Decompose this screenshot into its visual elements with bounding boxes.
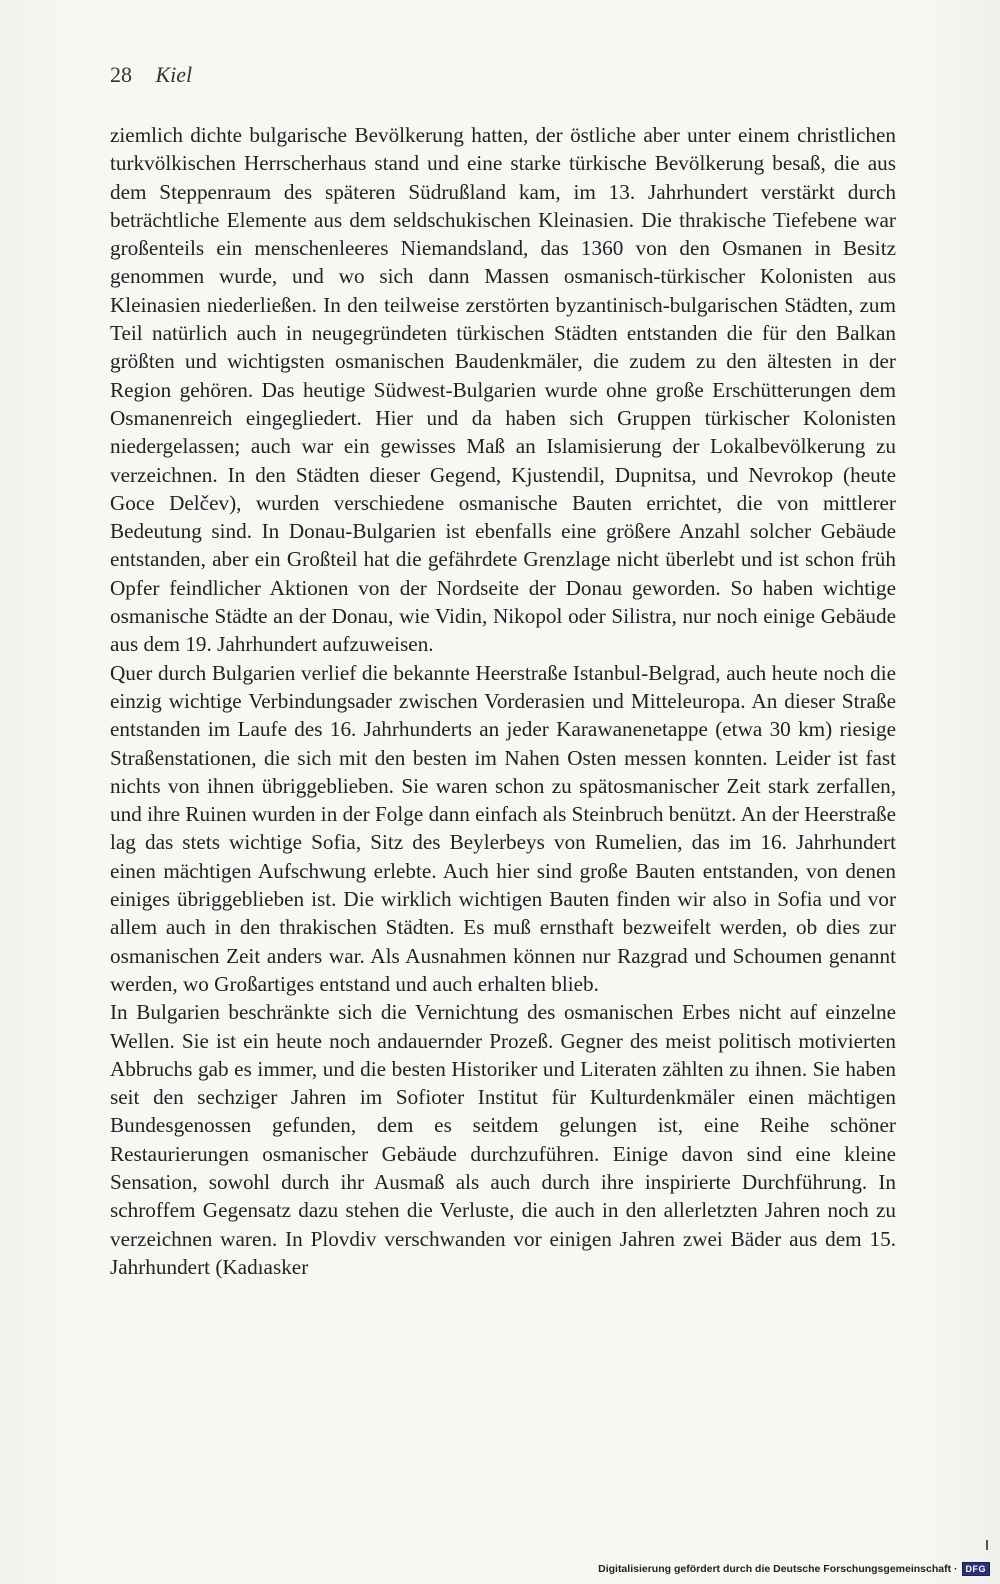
paragraph-2: Quer durch Bulgarien verlief die bekannte Heerstraße Istanbul-Belgrad, auch heute noch die einzig wichtige Verbindungsader zwischen Vorderasien und Mitteleuropa. An dieser Straße entstanden im Laufe des 16. Jahrhunderts an jeder Karawanenetappe (etwa 30 km) riesige Straßenstationen, die sich mit den besten im Nahen Osten messen konnten. Leider ist fast nichts von ihnen übriggeblieben. Sie waren schon zu spätosmanischer Zeit stark zerfallen, und ihre Ruinen wurden in der Folge dann einfach als Steinbruch benützt. An der Heerstraße lag das stets wichtige Sofia, Sitz des Beylerbeys von Rumelien, das im 16. Jahrhundert einen mächtigen Aufschwung erlebte. Auch hier sind große Bauten entstanden, von denen einiges übriggeblieben ist. Die wirklich wichtigen Bauten finden wir also in Sofia und vor allem auch in den thrakischen Städten. Es muß ernsthaft bezweifelt werden, ob dies zur osmanischen Zeit anders war. Als Ausnahmen können nur Razgrad und Schoumen genannt werden, wo Großartiges entstand und auch erhalten blieb. xyxy=(110,660,896,996)
paragraph-1: ziemlich dichte bulgarische Bevölkerung hatten, der östliche aber unter einem christlichen turkvölkischen Herrscherhaus stand und eine starke türkische Bevölkerung besaß, die aus dem Steppenraum des späteren Südrußland kam, im 13. Jahrhundert verstärkt durch beträchtliche Elemente aus dem seldschukischen Kleinasien. Die thrakische Tiefebene war großenteils ein menschenleeres Niemandsland, das 1360 von den Osmanen in Besitz genommen wurde, und wo sich dann Massen osmanisch-türkischer Kolonisten aus Kleinasien niederließen. In den teilweise zerstörten byzantinisch-bulgarischen Städten, zum Teil natürlich auch in neugegründeten türkischen Städten entstanden die für den Balkan größten und wichtigsten osmanischen Baudenkmäler, die zudem zu den ältesten in der Region gehören. Das heutige Südwest-Bulgarien wurde ohne große Erschütterungen dem Osmanenreich eingegliedert. Hier und da haben sich Gruppen türkischer Kolonisten niedergelassen; auch war ein gewisses Maß an Islamisierung der Lokalbevölkerung zu verzeichnen. In den Städten dieser Gegend, Kjustendil, Dupnitsa, und Nevrokop (heute Goce Delčev), wurden verschiedene osmanische Bauten errichtet, die von mittlerer Bedeutung sind. In Donau-Bulgarien ist ebenfalls eine größere Anzahl solcher Gebäude entstanden, aber ein Großteil hat die gefährdete Grenzlage nicht überlebt und ist schon früh Opfer feindlicher Aktionen von der Nordseite der Donau geworden. So haben wichtige osmanische Städte an der Donau, wie Vidin, Nikopol oder Silistra, nur noch einige Gebäude aus dem 19. Jahrhundert aufzuweisen. xyxy=(110,123,896,657)
running-title: Kiel xyxy=(155,62,193,87)
footer-credit: Digitalisierung gefördert durch die Deutsche Forschungsgemeinschaft · xyxy=(598,1563,958,1575)
body-text xyxy=(110,121,896,1281)
digitization-footer xyxy=(598,1562,990,1576)
page-number: 28 xyxy=(110,62,132,87)
dfg-logo: DFG xyxy=(962,1562,991,1576)
scan-edge-mark xyxy=(986,1540,988,1550)
paragraph-3: In Bulgarien beschränkte sich die Vernichtung des osmanischen Erbes nicht auf einzelne Wellen. Sie ist ein heute noch andauernder Prozeß. Gegner des meist politisch motivierten Abbruchs gab es immer, und die besten Historiker und Literaten zählten zu ihnen. Sie haben seit den sechziger Jahren im Sofioter Institut für Kulturdenkmäler einen mächtigen Bundesgenossen gefunden, dem es seitdem gelungen ist, eine Reihe schöner Restaurierungen osmanischer Gebäude durchzuführen. Einige davon sind eine kleine Sensation, sowohl durch ihr Ausmaß als auch durch ihre inspirierte Durchführung. In schroffem Gegensatz dazu stehen die Verluste, die auch in den allerletzten Jahren noch zu verzeichnen waren. In Plovdiv verschwanden vor einigen Jahren zwei Bäder aus dem 15. Jahrhundert (Kadıasker xyxy=(110,1000,896,1279)
running-head xyxy=(110,62,192,88)
